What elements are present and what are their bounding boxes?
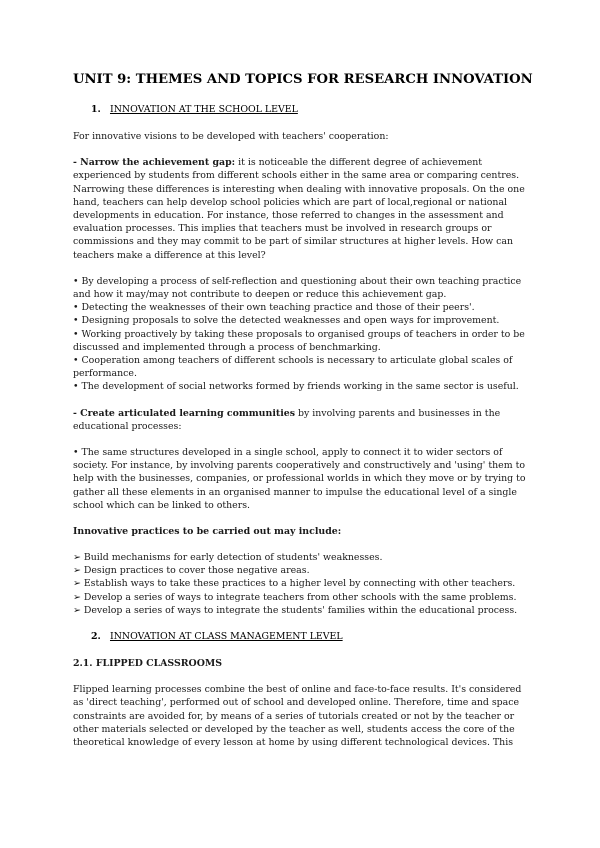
list-item: • Cooperation among teachers of different schools is necessary to articulate global scales of performance. <box>73 355 513 380</box>
section-1-number: 1. <box>91 104 101 115</box>
list-item: • By developing a process of self-reflection and questioning about their own teaching practice and how it may/may not contribute to deepen or reduce this achievement gap. <box>73 275 522 301</box>
learning-communities-paragraph <box>73 407 529 433</box>
list-item: ➢ Develop a series of ways to integrate teachers from other schools with the same problems. <box>73 591 517 603</box>
list-item: • The development of social networks formed by friends working in the same sector is useful. <box>73 381 519 393</box>
achievement-gap-text: it is noticeable the different degree of achievement experienced by students from different schools either in the same area or comparing centres. Narrowing these differences is interesting when dealing with innovative proposals. On the one hand, teachers can help develop school policies which are part of local,regional or national developments in education. For instance, those referred to changes in the assessment and evaluation processes. This implies that teachers must be involved in research groups or commissions and they may commit to be part of similar structures at higher levels. How can teachers make a difference at this level? <box>73 157 525 261</box>
page-title: UNIT 9: THEMES AND TOPICS FOR RESEARCH INNOVATION <box>73 72 533 87</box>
list-item: • Working proactively by taking these proposals to organised groups of teachers in order to be discussed and implemented through a process of benchmarking. <box>73 328 525 353</box>
achievement-gap-lead: - Narrow the achievement gap: <box>73 157 236 169</box>
section-1-intro: For innovative visions to be developed with teachers' cooperation: <box>73 131 389 142</box>
list-item: ➢ Establish ways to take these practices to a higher level by connecting with other teachers. <box>73 578 516 590</box>
section-1-title: INNOVATION AT THE SCHOOL LEVEL <box>109 104 298 115</box>
innovative-practices-heading: Innovative practices to be carried out may include: <box>73 526 342 538</box>
innovative-practices-list <box>73 551 529 617</box>
learning-communities-lead: - Create articulated learning communities <box>73 407 296 419</box>
flipped-classrooms-heading: 2.1. FLIPPED CLASSROOMS <box>73 658 223 670</box>
list-item: ➢ Build mechanisms for early detection of students' weaknesses. <box>73 552 383 564</box>
flipped-classrooms-paragraph: Flipped learning processes combine the best of online and face-to-face results. It's considered as 'direct teaching', performed out of school and developed online. Therefore, time and space constraints are avoided for, by means of a series of tutorials created or not by the teacher or other materials selected or developed by the teacher as well, students access the core of the theoretical knowledge of every lesson at home by using different technological devices. This <box>73 684 522 748</box>
section-1-heading <box>91 103 529 116</box>
list-item: ➢ Develop a series of ways to integrate the students' families within the educational process. <box>73 604 518 616</box>
list-item: • Detecting the weaknesses of their own teaching practice and those of their peers'. <box>73 302 475 314</box>
list-item: ➢ Design practices to cover those negative areas. <box>73 565 310 577</box>
document-body <box>73 72 533 762</box>
learning-communities-bullet: • The same structures developed in a single school, apply to connect it to wider sectors of society. For instance, by involving parents cooperatively and constructively and 'using' them to help with the businesses, companies, or professional worlds in which they move or by trying to gather all these elements in an organised manner to impulse the educational level of a single school which can be linked to others. <box>73 447 526 511</box>
learning-communities-text: by involving parents and businesses in the educational processes: <box>73 407 501 432</box>
section-2-heading <box>91 630 529 643</box>
list-item: • Designing proposals to solve the detected weaknesses and open ways for improvement. <box>73 315 500 327</box>
section-2-title: INNOVATION AT CLASS MANAGEMENT LEVEL <box>109 631 343 643</box>
section-2-number: 2. <box>91 631 101 643</box>
teacher-actions-list <box>73 275 529 394</box>
achievement-gap-paragraph <box>73 156 529 262</box>
